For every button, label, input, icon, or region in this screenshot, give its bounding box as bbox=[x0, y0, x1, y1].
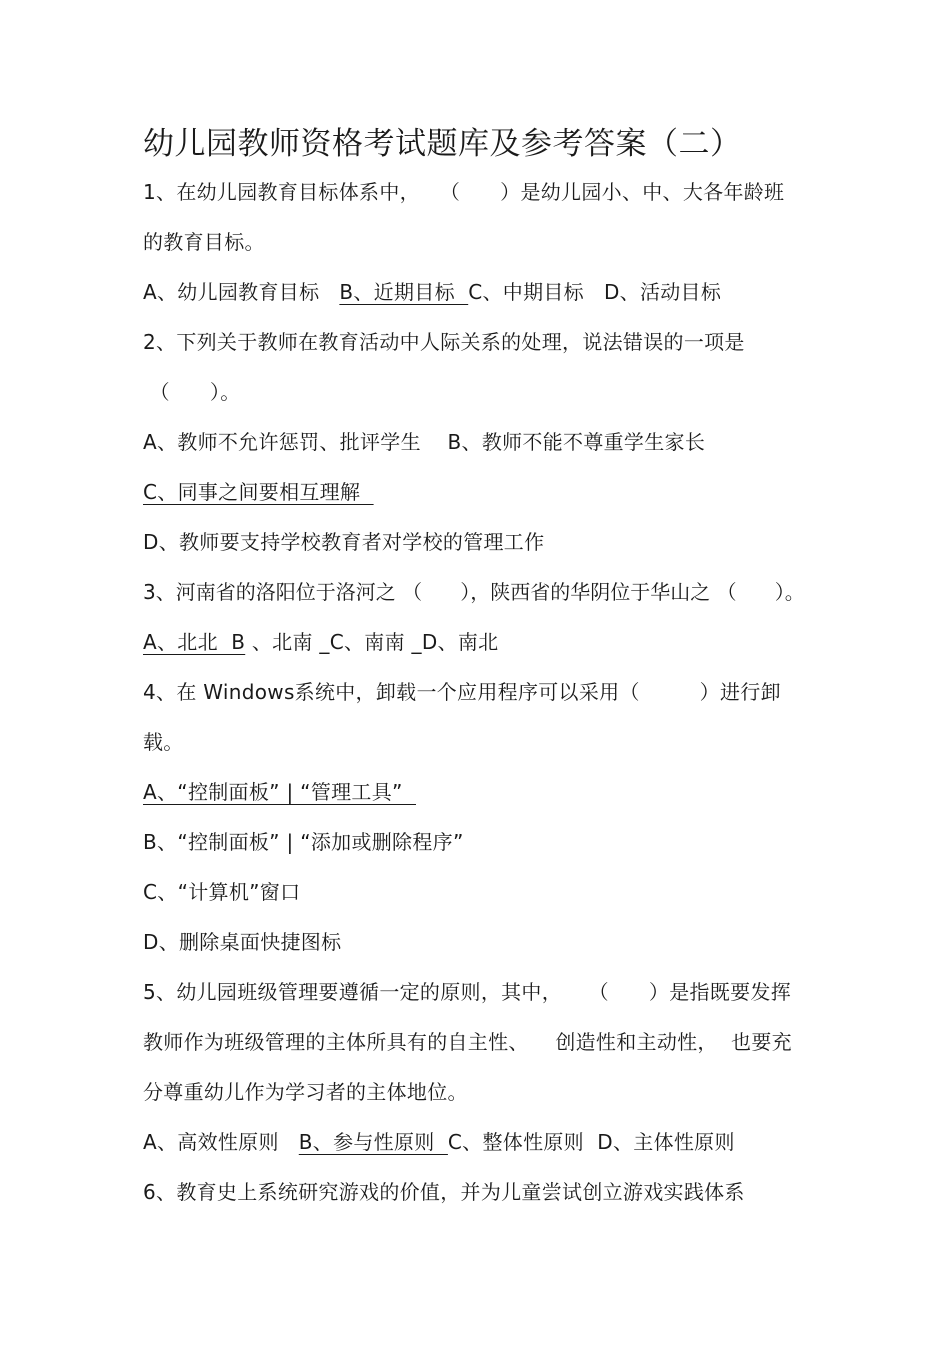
question-6-text: 6、教育史上系统研究游戏的价值，并为儿童尝试创立游戏实践体系 bbox=[143, 1180, 745, 1204]
question-4-text-cont: 载。 bbox=[143, 730, 184, 754]
answer-option-c: C、同事之间要相互理解 bbox=[143, 480, 374, 504]
question-5-text-cont: 教师作为班级管理的主体所具有的自主性、 创造性和主动性， 也要充 bbox=[143, 1030, 792, 1054]
question-3-options bbox=[143, 627, 498, 657]
question-5-text: 5、幼儿园班级管理要遵循一定的原则，其中， （ ）是指既要发挥 bbox=[143, 980, 791, 1004]
question-3-text: 3、河南省的洛阳位于洛河之 （ ），陕西省的华阴位于华山之 （ ）。 bbox=[143, 580, 805, 604]
question-4-option-d: D、删除桌面快捷图标 bbox=[143, 930, 342, 954]
question-5-options bbox=[143, 1127, 735, 1157]
question-5-text-cont-2: 分尊重幼儿作为学习者的主体地位。 bbox=[143, 1080, 468, 1104]
question-2-options-ab: A、教师不允许惩罚、批评学生 B、教师不能不尊重学生家长 bbox=[143, 430, 706, 454]
answer-option-b: B、近期目标 bbox=[339, 280, 469, 304]
document-title: 幼儿园教师资格考试题库及参考答案（二） bbox=[143, 126, 742, 162]
options-c-d: C、中期目标 D、活动目标 bbox=[468, 280, 722, 304]
option-a: A、幼儿园教育目标 bbox=[143, 280, 340, 304]
option-a: A、高效性原则 bbox=[143, 1130, 299, 1154]
question-1-text: 1、在幼儿园教育目标体系中， （ ）是幼儿园小、中、大各年龄班 bbox=[143, 180, 785, 204]
question-2-option-d: D、教师要支持学校教育者对学校的管理工作 bbox=[143, 530, 545, 554]
question-4-option-b: B、“控制面板” | “添加或删除程序” bbox=[143, 830, 464, 854]
question-1-options bbox=[143, 277, 721, 307]
options-c-d: C、整体性原则 D、主体性原则 bbox=[447, 1130, 735, 1154]
question-1-text-cont: 的教育目标。 bbox=[143, 230, 265, 254]
answer-option-a: A、北北 B bbox=[143, 630, 246, 654]
question-2-text: 2、下列关于教师在教育活动中人际关系的处理，说法错误的一项是 bbox=[143, 330, 745, 354]
question-2-text-cont: （ ）。 bbox=[143, 380, 241, 404]
question-4-text: 4、在 Windows系统中，卸载一个应用程序可以采用（ ）进行卸 bbox=[143, 680, 781, 704]
answer-option-a: A、“控制面板” | “管理工具” bbox=[143, 780, 416, 804]
options-b-c-d: 、北南 _C、南南 _D、南北 bbox=[245, 630, 499, 654]
answer-option-b: B、参与性原则 bbox=[298, 1130, 448, 1154]
question-4-option-c: C、“计算机”窗口 bbox=[143, 880, 301, 904]
